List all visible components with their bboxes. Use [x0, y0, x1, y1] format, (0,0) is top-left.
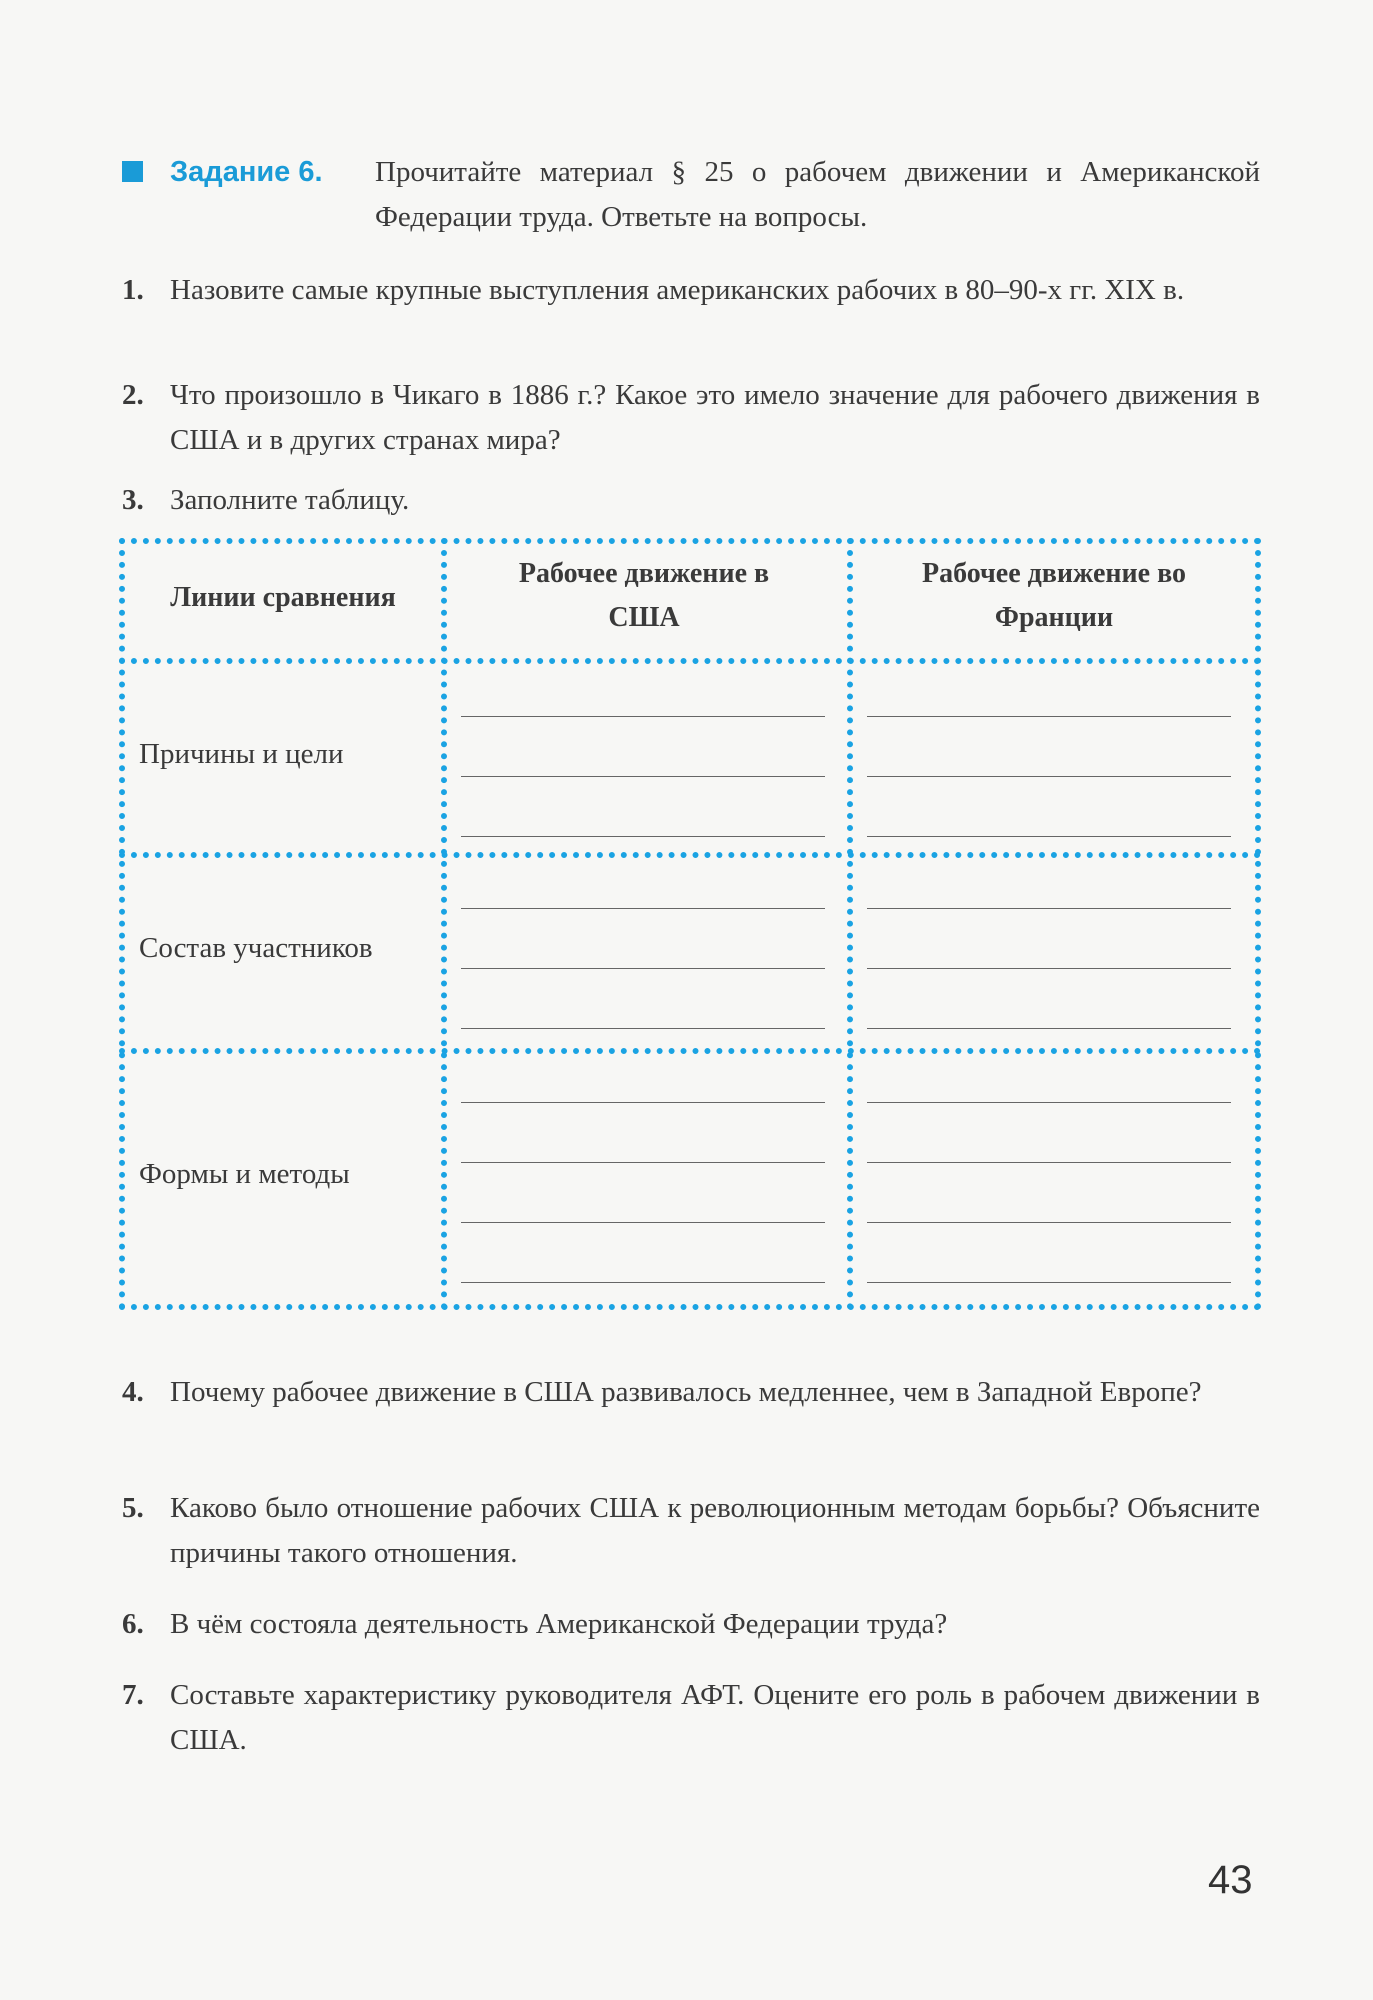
answer-line[interactable]	[461, 908, 825, 909]
row-label-participants: Состав участников	[139, 932, 373, 964]
answer-line[interactable]	[867, 716, 1231, 717]
table-border-bottom	[119, 1304, 1261, 1310]
question-text: Каково было отношение рабочих США к революционным методам борьбы? Объясните причины такого отношения.	[170, 1492, 1260, 1569]
answer-line[interactable]	[867, 908, 1231, 909]
table-divider	[119, 852, 1261, 858]
table-divider	[441, 538, 447, 1310]
answer-line[interactable]	[867, 1102, 1231, 1103]
answer-line[interactable]	[867, 1028, 1231, 1029]
table-divider	[119, 1048, 1261, 1054]
task-label: Задание 6.	[170, 156, 323, 188]
question-number: 1.	[122, 274, 144, 306]
comparison-table	[119, 538, 1261, 1311]
answer-line[interactable]	[461, 776, 825, 777]
answer-line[interactable]	[461, 1162, 825, 1163]
header-usa: Рабочее движение в США	[518, 558, 770, 633]
header-comparison-lines: Линии сравнения	[170, 582, 396, 613]
question-text: Назовите самые крупные выступления американских рабочих в 80–90-х гг. XIX в.	[170, 274, 1185, 306]
header-france: Рабочее движение во Франции	[921, 558, 1187, 633]
answer-line[interactable]	[867, 1282, 1231, 1283]
answer-line[interactable]	[867, 968, 1231, 969]
page-number: 43	[1208, 1858, 1253, 1902]
answer-line[interactable]	[461, 1222, 825, 1223]
question-text: Почему рабочее движение в США развивалось медленнее, чем в Западной Европе?	[170, 1376, 1202, 1408]
answer-line[interactable]	[461, 836, 825, 837]
answer-line[interactable]	[461, 1028, 825, 1029]
square-bullet-icon	[122, 161, 143, 182]
question-number: 3.	[122, 484, 144, 516]
answer-line[interactable]	[867, 1162, 1231, 1163]
table-divider	[847, 538, 853, 1310]
question-text: Заполните таблицу.	[170, 484, 410, 516]
question-text: В чём состояла деятельность Американской Федерации труда?	[170, 1608, 948, 1640]
question-number: 6.	[122, 1608, 144, 1640]
table-border-left	[119, 538, 125, 1310]
question-number: 7.	[122, 1679, 144, 1711]
question-text: Что произошло в Чикаго в 1886 г.? Какое это имело значение для рабочего движения в США и в других странах мира?	[170, 379, 1260, 456]
table-divider	[119, 658, 1261, 664]
row-label-methods: Формы и методы	[139, 1158, 350, 1190]
question-number: 4.	[122, 1376, 144, 1408]
answer-line[interactable]	[867, 776, 1231, 777]
task-text: Прочитайте материал § 25 о рабочем движении и Американской Федерации труда. Ответьте на вопросы.	[375, 156, 1260, 233]
answer-line[interactable]	[867, 836, 1231, 837]
answer-line[interactable]	[461, 716, 825, 717]
question-text: Составьте характеристику руководителя АФТ. Оцените его роль в рабочем движении в США.	[170, 1679, 1260, 1756]
answer-line[interactable]	[461, 1282, 825, 1283]
answer-line[interactable]	[867, 1222, 1231, 1223]
question-number: 2.	[122, 379, 144, 411]
row-label-causes: Причины и цели	[139, 738, 344, 770]
table-border-top	[119, 538, 1261, 544]
answer-line[interactable]	[461, 968, 825, 969]
question-number: 5.	[122, 1492, 144, 1524]
table-border-right	[1255, 538, 1261, 1310]
answer-line[interactable]	[461, 1102, 825, 1103]
